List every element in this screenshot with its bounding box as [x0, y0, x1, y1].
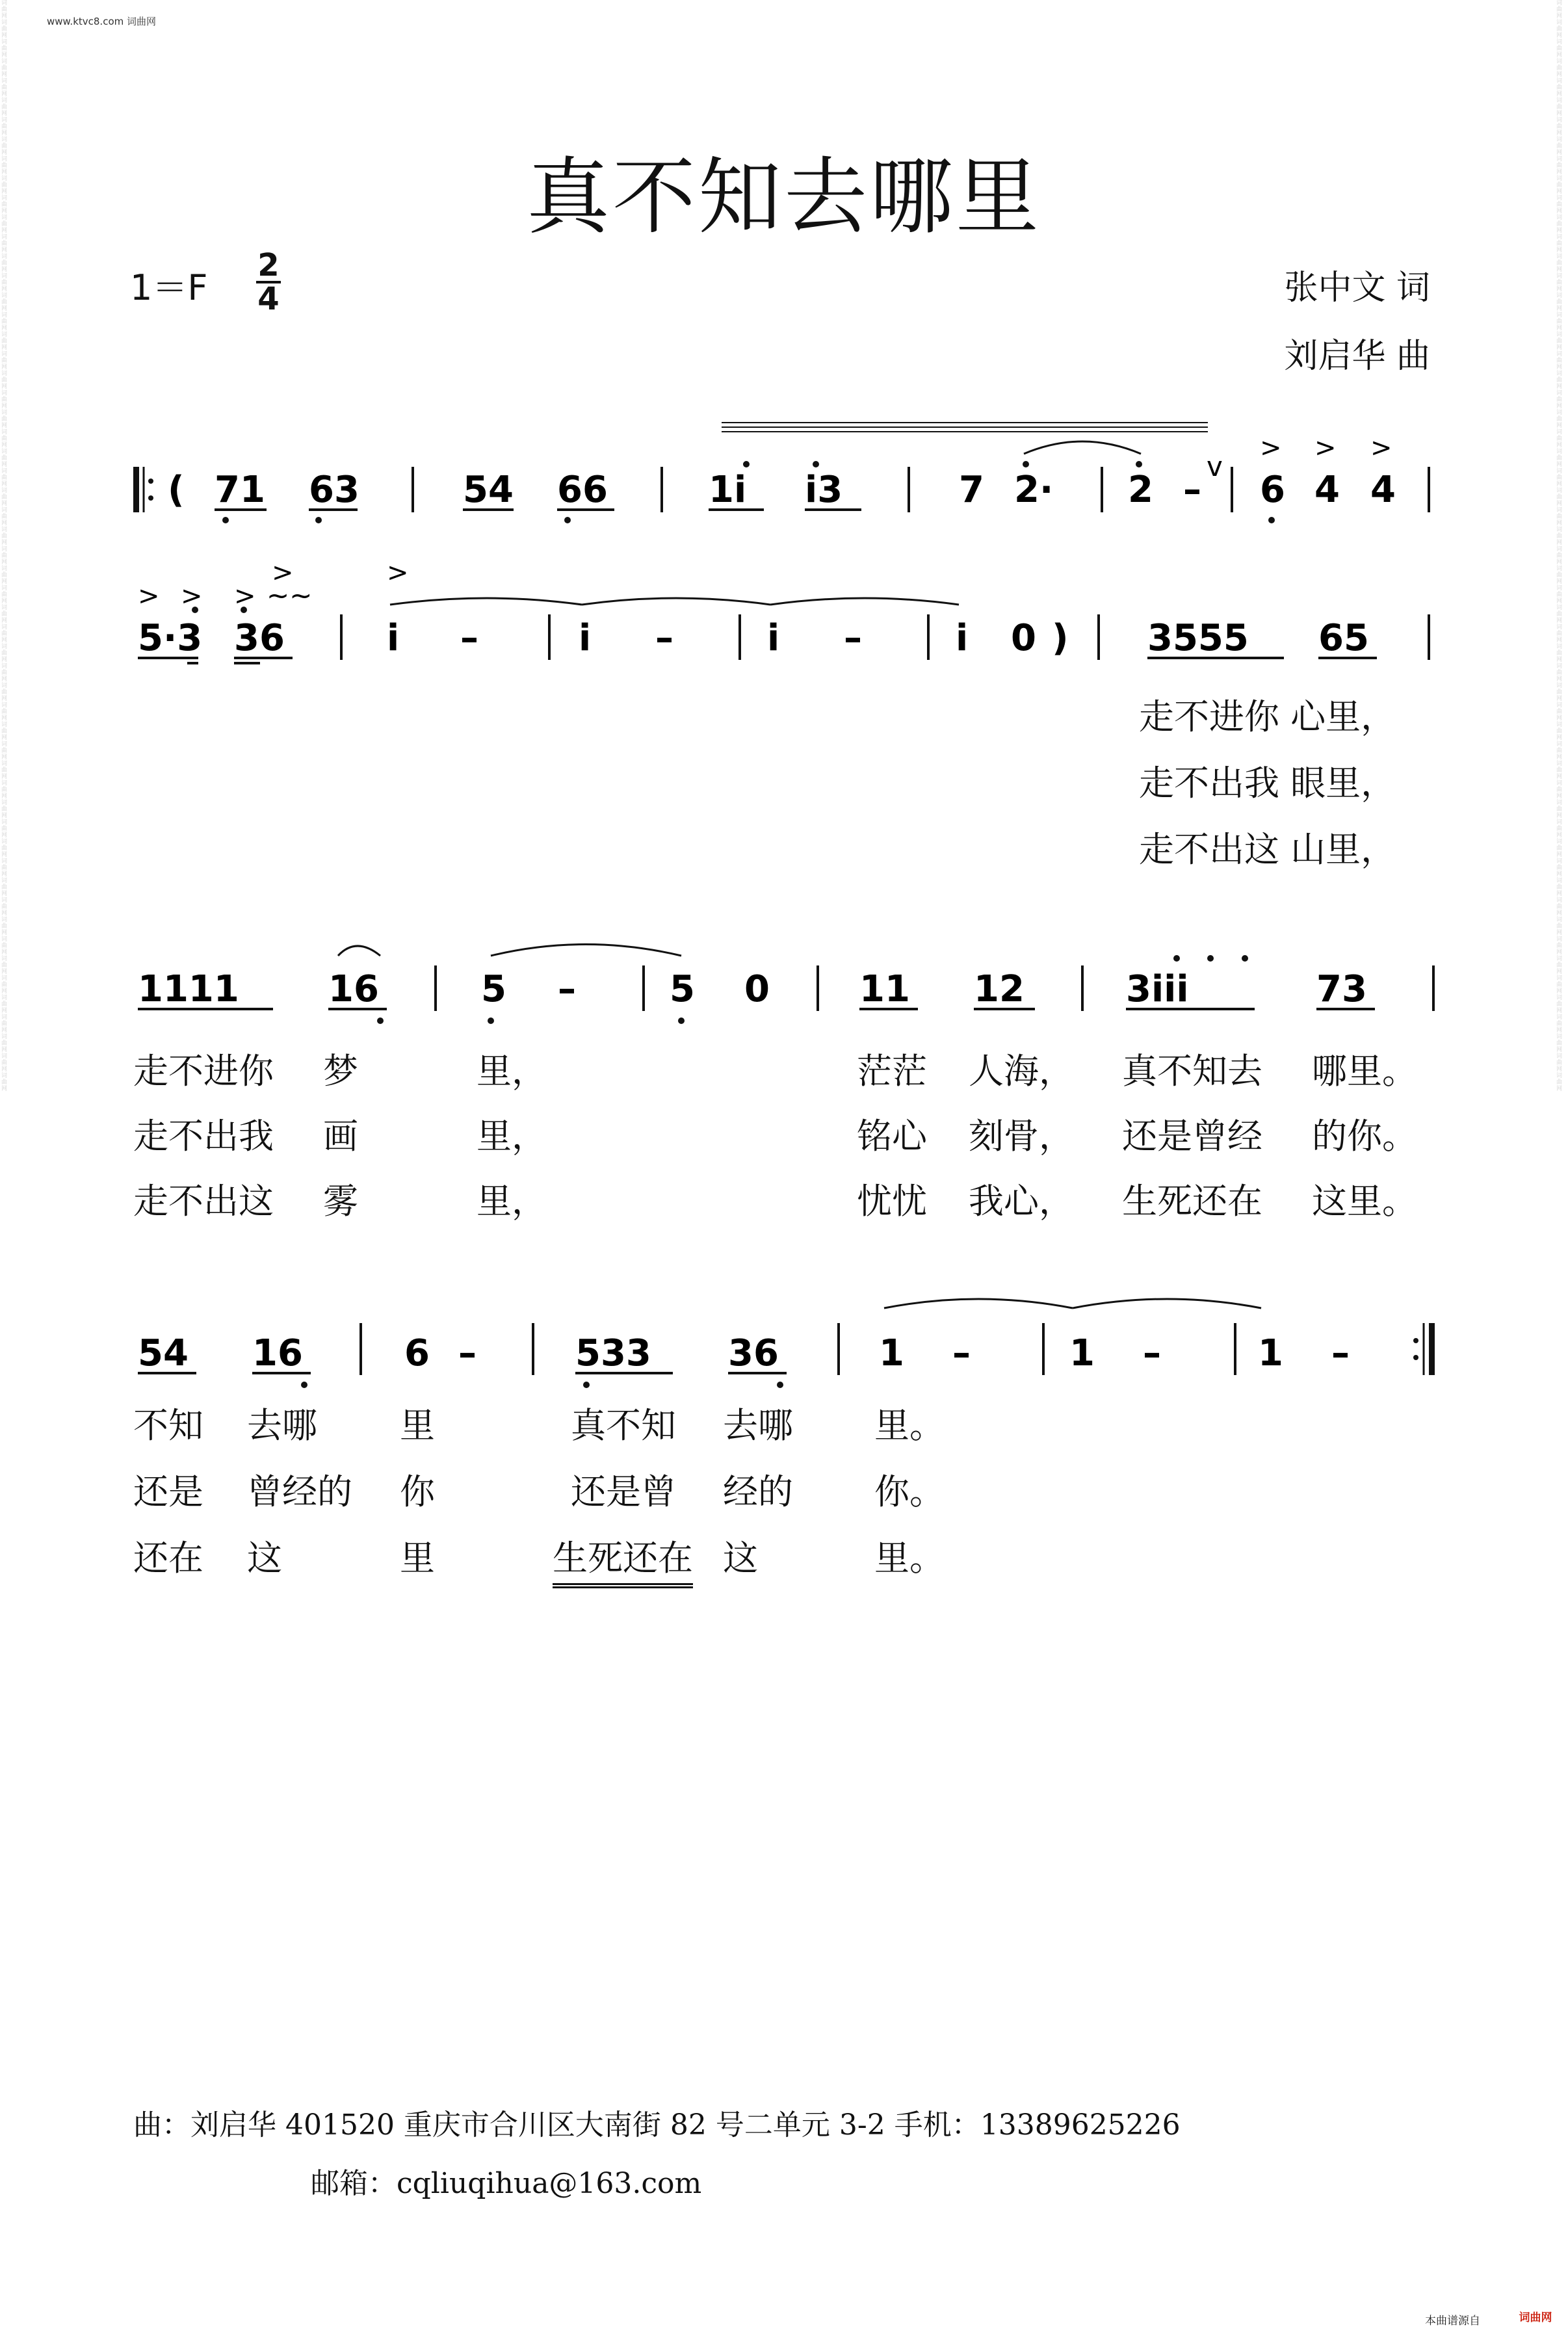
note-group: 2·: [1014, 469, 1054, 511]
note-group: 1: [879, 1332, 904, 1374]
lyric-word: 忧忧: [857, 1181, 927, 1222]
site-url: www.ktvc8.com: [47, 16, 124, 27]
score-row-1: [0, 416, 1568, 572]
lyric-word: 茫茫: [857, 1051, 927, 1092]
note-group: 7: [959, 469, 984, 511]
source-badge-label: 本曲谱源自: [1425, 2315, 1480, 2328]
accent-mark: >: [272, 558, 294, 588]
note-group: 5: [670, 968, 695, 1010]
note-group: 11: [859, 968, 910, 1010]
score-row-2: [0, 559, 1568, 897]
lyric-word: 走不出我: [133, 1116, 274, 1157]
lyric-word: 经的: [723, 1471, 793, 1512]
lyric-word: 刻骨，: [969, 1116, 1074, 1157]
trill-mark: ~~: [267, 579, 313, 611]
lyric-word: 还是曾: [571, 1471, 676, 1512]
accent-mark: >: [1260, 433, 1282, 463]
tie-arc: [491, 945, 681, 956]
lyric-word: 你: [400, 1471, 435, 1512]
note-group: 1: [1069, 1332, 1095, 1374]
row1-open-paren: (: [168, 469, 185, 511]
note-group: i: [956, 617, 969, 659]
end-repeat-barline: [1429, 1323, 1435, 1375]
note-group: 0: [744, 968, 770, 1010]
breath-mark: v: [1207, 451, 1223, 482]
lyric-word: 里。: [874, 1405, 945, 1446]
note-group: 66: [557, 469, 608, 511]
score-row-3: [0, 930, 1568, 1229]
repeat-barline: [133, 467, 139, 512]
lyric-word: 雾: [323, 1181, 358, 1222]
time-bottom: 4: [257, 281, 280, 317]
accent-mark: >: [181, 581, 203, 611]
note-group: i: [579, 617, 592, 659]
note-group: 73: [1316, 968, 1367, 1010]
note-group: 6: [404, 1332, 430, 1374]
site-watermark: [47, 14, 156, 28]
note-group: 63: [309, 469, 359, 511]
note-group: 5: [481, 968, 506, 1010]
lyric-word: 生死还在: [553, 1530, 693, 1588]
lyric-word: 走不进你: [133, 1051, 274, 1092]
note-group: –: [952, 1332, 971, 1374]
source-badge[interactable]: [1425, 2305, 1561, 2331]
lyric-word: 生死还在: [1122, 1181, 1262, 1222]
lyric-word: 真不知: [571, 1405, 676, 1446]
source-badge-brand[interactable]: 词曲网: [1509, 2305, 1561, 2331]
note-group: 4: [1370, 469, 1396, 511]
note-group: –: [460, 617, 478, 659]
lyric-word: 哪里。: [1312, 1051, 1417, 1092]
row2-staff: [0, 559, 1568, 702]
note-group: 36: [234, 617, 285, 659]
lyric-word: 铭心: [857, 1116, 927, 1157]
accent-mark: >: [138, 581, 160, 611]
note-group: 36: [728, 1332, 779, 1374]
site-brand: 词曲网: [127, 16, 157, 27]
note-group: 5·3: [138, 617, 203, 659]
lyric-line: 走不进你 心里，: [1139, 696, 1396, 737]
composer-credit: 刘启华 曲: [1284, 337, 1430, 376]
side-watermark-left: 词曲网词曲网词曲网词曲网词曲网词曲网词曲网词曲网词曲网词曲网词曲网词曲网词曲网词曲网词曲网词曲网词曲网词曲网词曲网词曲网词曲网词曲网词曲网词曲网词曲网词曲网词曲网词曲网词曲网词曲网词曲网词曲网词曲网词曲网词曲网词曲网词曲网词曲网词曲网词曲网词曲网词曲网词曲网词曲网词曲网词曲网词曲网词曲网词曲网词曲网词曲网词曲网词曲网词曲网词曲网词曲网: [1, 0, 8, 1092]
note-group: 0: [1011, 617, 1036, 659]
side-watermark-right: 词曲网词曲网词曲网词曲网词曲网词曲网词曲网词曲网词曲网词曲网词曲网词曲网词曲网词曲网词曲网词曲网词曲网词曲网词曲网词曲网词曲网词曲网词曲网词曲网词曲网词曲网词曲网词曲网词曲网词曲网词曲网词曲网词曲网词曲网词曲网词曲网词曲网词曲网词曲网词曲网词曲网词曲网词曲网词曲网词曲网词曲网词曲网词曲网词曲网词曲网词曲网词曲网词曲网词曲网词曲网词曲网: [1556, 0, 1563, 1092]
note-group: –: [458, 1332, 477, 1374]
lyric-word: 画: [323, 1116, 358, 1157]
lyric-word: 真不知去: [1122, 1051, 1262, 1092]
time-top: 2: [257, 247, 280, 283]
lyric-word: 不知: [133, 1405, 203, 1446]
note-group: –: [844, 617, 862, 659]
note-group: 1i: [709, 469, 747, 511]
lyric-word: 你。: [874, 1471, 945, 1512]
lyric-word: 曾经的: [247, 1471, 352, 1512]
note-group: –: [655, 617, 673, 659]
lyric-line: 走不出我 眼里，: [1139, 763, 1396, 804]
note-group: 16: [328, 968, 379, 1010]
lyric-word: 里，: [477, 1051, 547, 1092]
tie-arc: [1024, 441, 1141, 454]
lyric-word: 还是曾经: [1122, 1116, 1262, 1157]
note-group: 1: [1258, 1332, 1283, 1374]
score-row-4: [0, 1294, 1568, 1619]
note-group: 533: [575, 1332, 651, 1374]
note-group: –: [558, 968, 576, 1010]
tie-arc: [390, 598, 582, 605]
tie-arc: [884, 1299, 1073, 1308]
lyric-word: 这: [723, 1538, 758, 1579]
note-group: i: [767, 617, 780, 659]
note-group: 54: [463, 469, 514, 511]
lyric-word: 里，: [477, 1116, 547, 1157]
lyricist-credit: 张中文 词: [1284, 269, 1430, 308]
slur-arc: [338, 946, 380, 956]
note-group: –: [1183, 469, 1201, 511]
lyric-word: 里: [400, 1538, 435, 1579]
note-group: –: [1143, 1332, 1161, 1374]
note-group: 3555: [1147, 617, 1249, 659]
tie-arc: [1073, 1299, 1261, 1308]
key-signature: 1＝F: [130, 267, 208, 308]
lyric-word: 我心，: [969, 1181, 1074, 1222]
lyric-word: 里。: [874, 1538, 945, 1579]
composer-email: 邮箱：cqliuqihua@163.com: [311, 2167, 702, 2200]
lyric-word: 里: [400, 1405, 435, 1446]
lyric-word: 还是: [133, 1471, 203, 1512]
song-title: 真不知去哪里: [526, 149, 1041, 246]
time-signature: [255, 247, 282, 317]
note-group: 16: [252, 1332, 303, 1374]
note-group: 6: [1260, 469, 1285, 511]
accent-mark: >: [1370, 433, 1392, 463]
note-group: 1111: [138, 968, 239, 1010]
lyric-word: 去哪: [247, 1405, 317, 1446]
note-group: 54: [138, 1332, 189, 1374]
note-group: i: [387, 617, 400, 659]
row3-staff: [0, 930, 1568, 1060]
row2-close-paren: ): [1052, 617, 1069, 659]
note-group: i3: [805, 469, 843, 511]
note-group: 65: [1318, 617, 1369, 659]
lyric-word: 还在: [133, 1538, 203, 1579]
row1-staff: [0, 416, 1568, 572]
lyric-line: 走不出这 山里，: [1139, 829, 1396, 870]
note-group: 4: [1314, 469, 1340, 511]
note-group: 71: [215, 469, 265, 511]
lyric-word: 人海，: [969, 1051, 1074, 1092]
note-group: 2: [1128, 469, 1153, 511]
accent-mark: >: [1314, 433, 1337, 463]
lyric-word: 的你。: [1312, 1116, 1417, 1157]
lyric-word: 梦: [323, 1051, 358, 1092]
lyric-word: 这: [247, 1538, 282, 1579]
lyric-word: 里，: [477, 1181, 547, 1222]
accent-mark: >: [234, 581, 256, 611]
accent-mark: >: [387, 558, 409, 588]
note-group: 12: [974, 968, 1025, 1010]
note-group: 3iii: [1126, 968, 1189, 1010]
lyric-word: 这里。: [1312, 1181, 1417, 1222]
composer-contact: 曲：刘启华 401520 重庆市合川区大南街 82 号二单元 3-2 手机：13389625226: [133, 2108, 1181, 2142]
tie-arc: [770, 598, 959, 605]
lyric-word: 去哪: [723, 1405, 793, 1446]
note-group: –: [1331, 1332, 1350, 1374]
tie-arc: [582, 598, 770, 605]
lyric-word: 走不出这: [133, 1181, 274, 1222]
